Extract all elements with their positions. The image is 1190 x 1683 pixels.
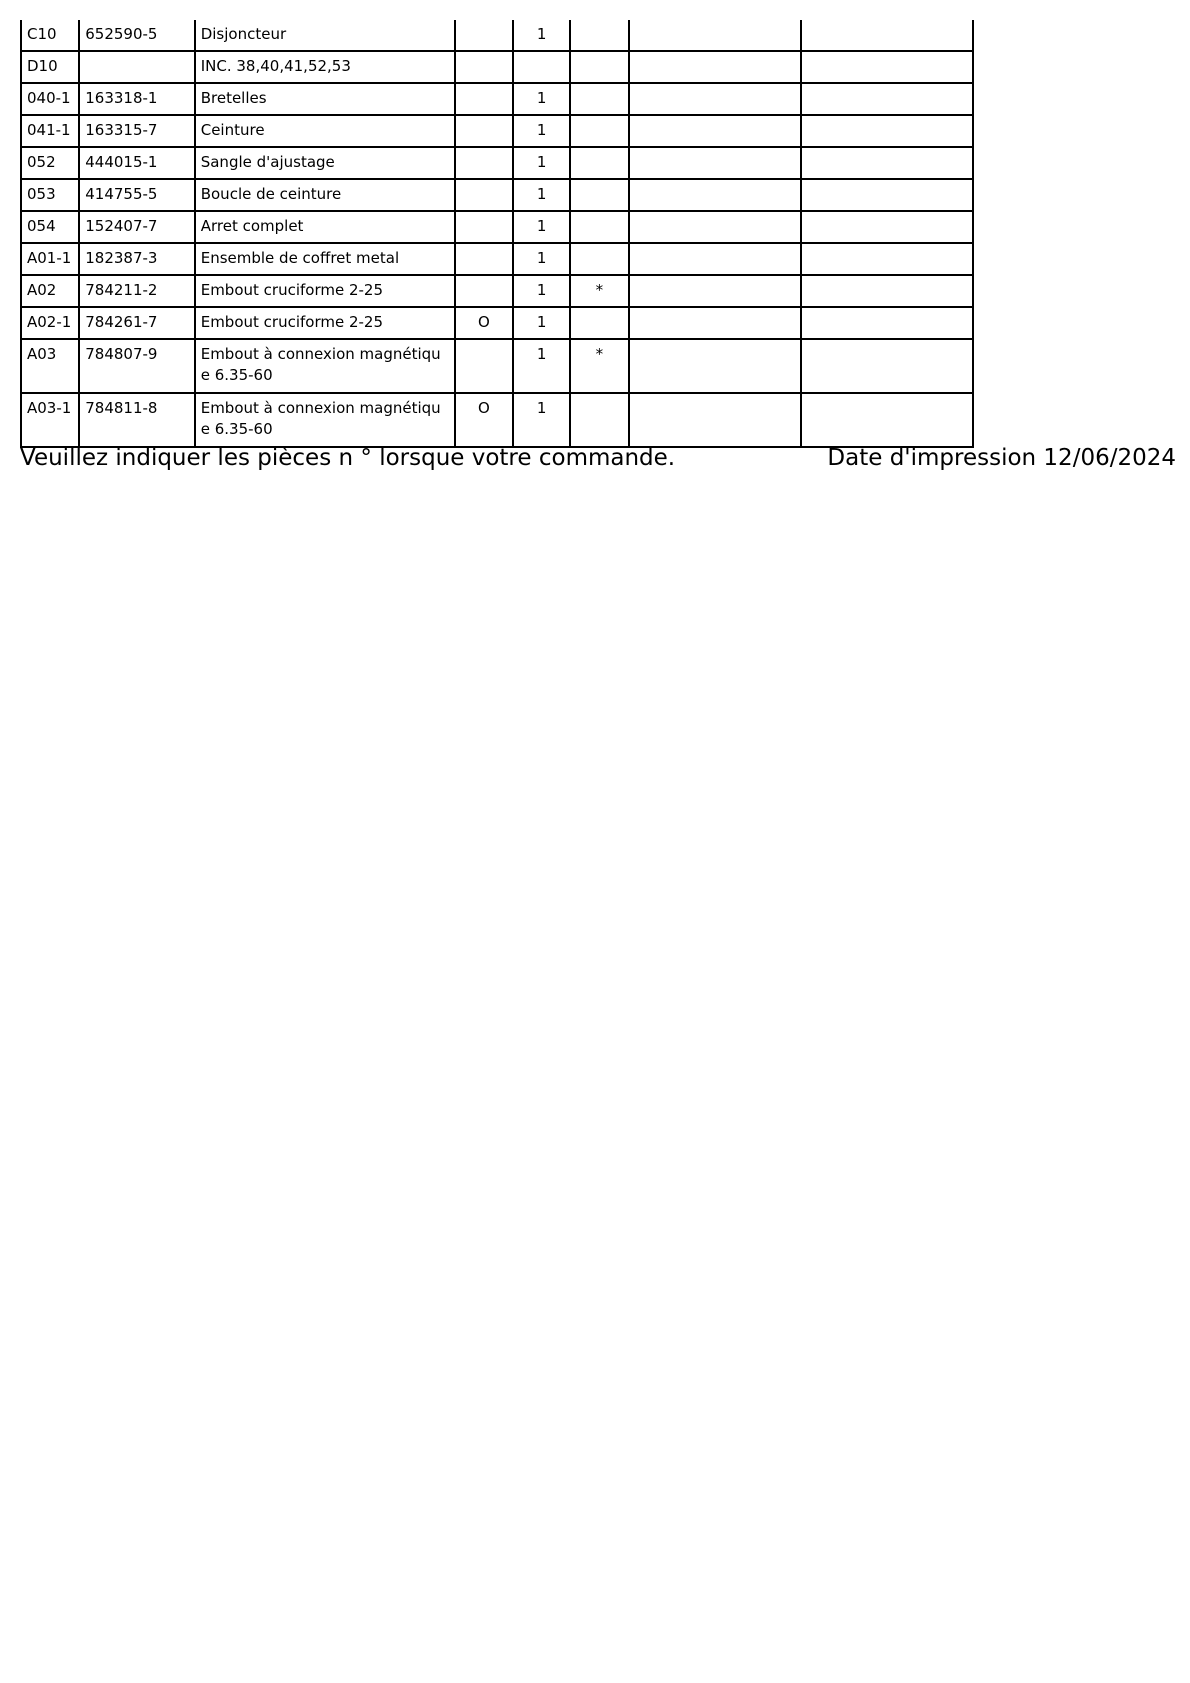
blank-cell [629,393,802,447]
option-cell [455,179,513,211]
blank-cell [629,83,802,115]
description-cell: Arret complet [195,211,455,243]
mark-cell: * [570,275,628,307]
description-cell: INC. 38,40,41,52,53 [195,51,455,83]
part-number-cell: 652590-5 [79,20,194,51]
blank-cell [629,243,802,275]
blank-cell [629,211,802,243]
ref-cell: D10 [21,51,79,83]
mark-cell [570,307,628,339]
part-number-cell: 152407-7 [79,211,194,243]
ref-cell: A03-1 [21,393,79,447]
blank-cell [801,115,973,147]
quantity-cell: 1 [513,211,570,243]
description-cell: Ensemble de coffret metal [195,243,455,275]
ref-cell: A03 [21,339,79,393]
table-row [21,393,973,447]
ref-cell: 041-1 [21,115,79,147]
table-row [21,83,973,115]
part-number-cell: 784811-8 [79,393,194,447]
ref-cell: C10 [21,20,79,51]
ref-cell: 052 [21,147,79,179]
table-row [21,179,973,211]
quantity-cell: 1 [513,339,570,393]
order-note: Veuillez indiquer les pièces n ° lorsque votre commande. [20,445,676,471]
part-number-cell: 163315-7 [79,115,194,147]
description-cell: Boucle de ceinture [195,179,455,211]
option-cell [455,275,513,307]
mark-cell [570,179,628,211]
quantity-cell: 1 [513,147,570,179]
blank-cell [801,147,973,179]
blank-cell [801,243,973,275]
ref-cell: A01-1 [21,243,79,275]
table-row [21,51,973,83]
part-number-cell [79,51,194,83]
quantity-cell [513,51,570,83]
table-row [21,307,973,339]
description-cell: Embout cruciforme 2-25 [195,307,455,339]
ref-cell: 054 [21,211,79,243]
blank-cell [801,275,973,307]
option-cell [455,211,513,243]
blank-cell [801,179,973,211]
blank-cell [801,339,973,393]
blank-cell [629,20,802,51]
description-cell: Bretelles [195,83,455,115]
description-cell: Embout cruciforme 2-25 [195,275,455,307]
mark-cell [570,51,628,83]
description-cell: Disjoncteur [195,20,455,51]
option-cell [455,243,513,275]
part-number-cell: 182387-3 [79,243,194,275]
mark-cell [570,243,628,275]
blank-cell [801,307,973,339]
table-row [21,211,973,243]
option-cell [455,115,513,147]
blank-cell [629,51,802,83]
quantity-cell: 1 [513,243,570,275]
option-cell: O [455,393,513,447]
quantity-cell: 1 [513,307,570,339]
mark-cell [570,393,628,447]
ref-cell: 040-1 [21,83,79,115]
blank-cell [801,20,973,51]
blank-cell [801,51,973,83]
blank-cell [801,393,973,447]
mark-cell [570,115,628,147]
mark-cell [570,147,628,179]
ref-cell: A02-1 [21,307,79,339]
blank-cell [801,211,973,243]
blank-cell [629,339,802,393]
table-row [21,243,973,275]
ref-cell: 053 [21,179,79,211]
description-cell: Embout à connexion magnétiqu e 6.35-60 [195,393,455,447]
mark-cell [570,211,628,243]
part-number-cell: 784807-9 [79,339,194,393]
option-cell: O [455,307,513,339]
option-cell [455,83,513,115]
quantity-cell: 1 [513,179,570,211]
mark-cell [570,20,628,51]
description-cell: Sangle d'ajustage [195,147,455,179]
blank-cell [629,179,802,211]
table-row [21,115,973,147]
table-row [21,275,973,307]
part-number-cell: 784211-2 [79,275,194,307]
option-cell [455,51,513,83]
quantity-cell: 1 [513,115,570,147]
part-number-cell: 163318-1 [79,83,194,115]
option-cell [455,147,513,179]
parts-table [20,20,974,448]
blank-cell [629,307,802,339]
print-date: Date d'impression 12/06/2024 [827,445,1176,471]
quantity-cell: 1 [513,275,570,307]
blank-cell [629,147,802,179]
option-cell [455,20,513,51]
mark-cell: * [570,339,628,393]
table-row [21,339,973,393]
blank-cell [629,275,802,307]
description-cell: Ceinture [195,115,455,147]
blank-cell [801,83,973,115]
part-number-cell: 784261-7 [79,307,194,339]
part-number-cell: 414755-5 [79,179,194,211]
blank-cell [629,115,802,147]
ref-cell: A02 [21,275,79,307]
option-cell [455,339,513,393]
quantity-cell: 1 [513,83,570,115]
quantity-cell: 1 [513,393,570,447]
quantity-cell: 1 [513,20,570,51]
description-cell: Embout à connexion magnétiqu e 6.35-60 [195,339,455,393]
part-number-cell: 444015-1 [79,147,194,179]
mark-cell [570,83,628,115]
table-row [21,147,973,179]
parts-table-body [21,20,973,447]
table-row [21,20,973,51]
